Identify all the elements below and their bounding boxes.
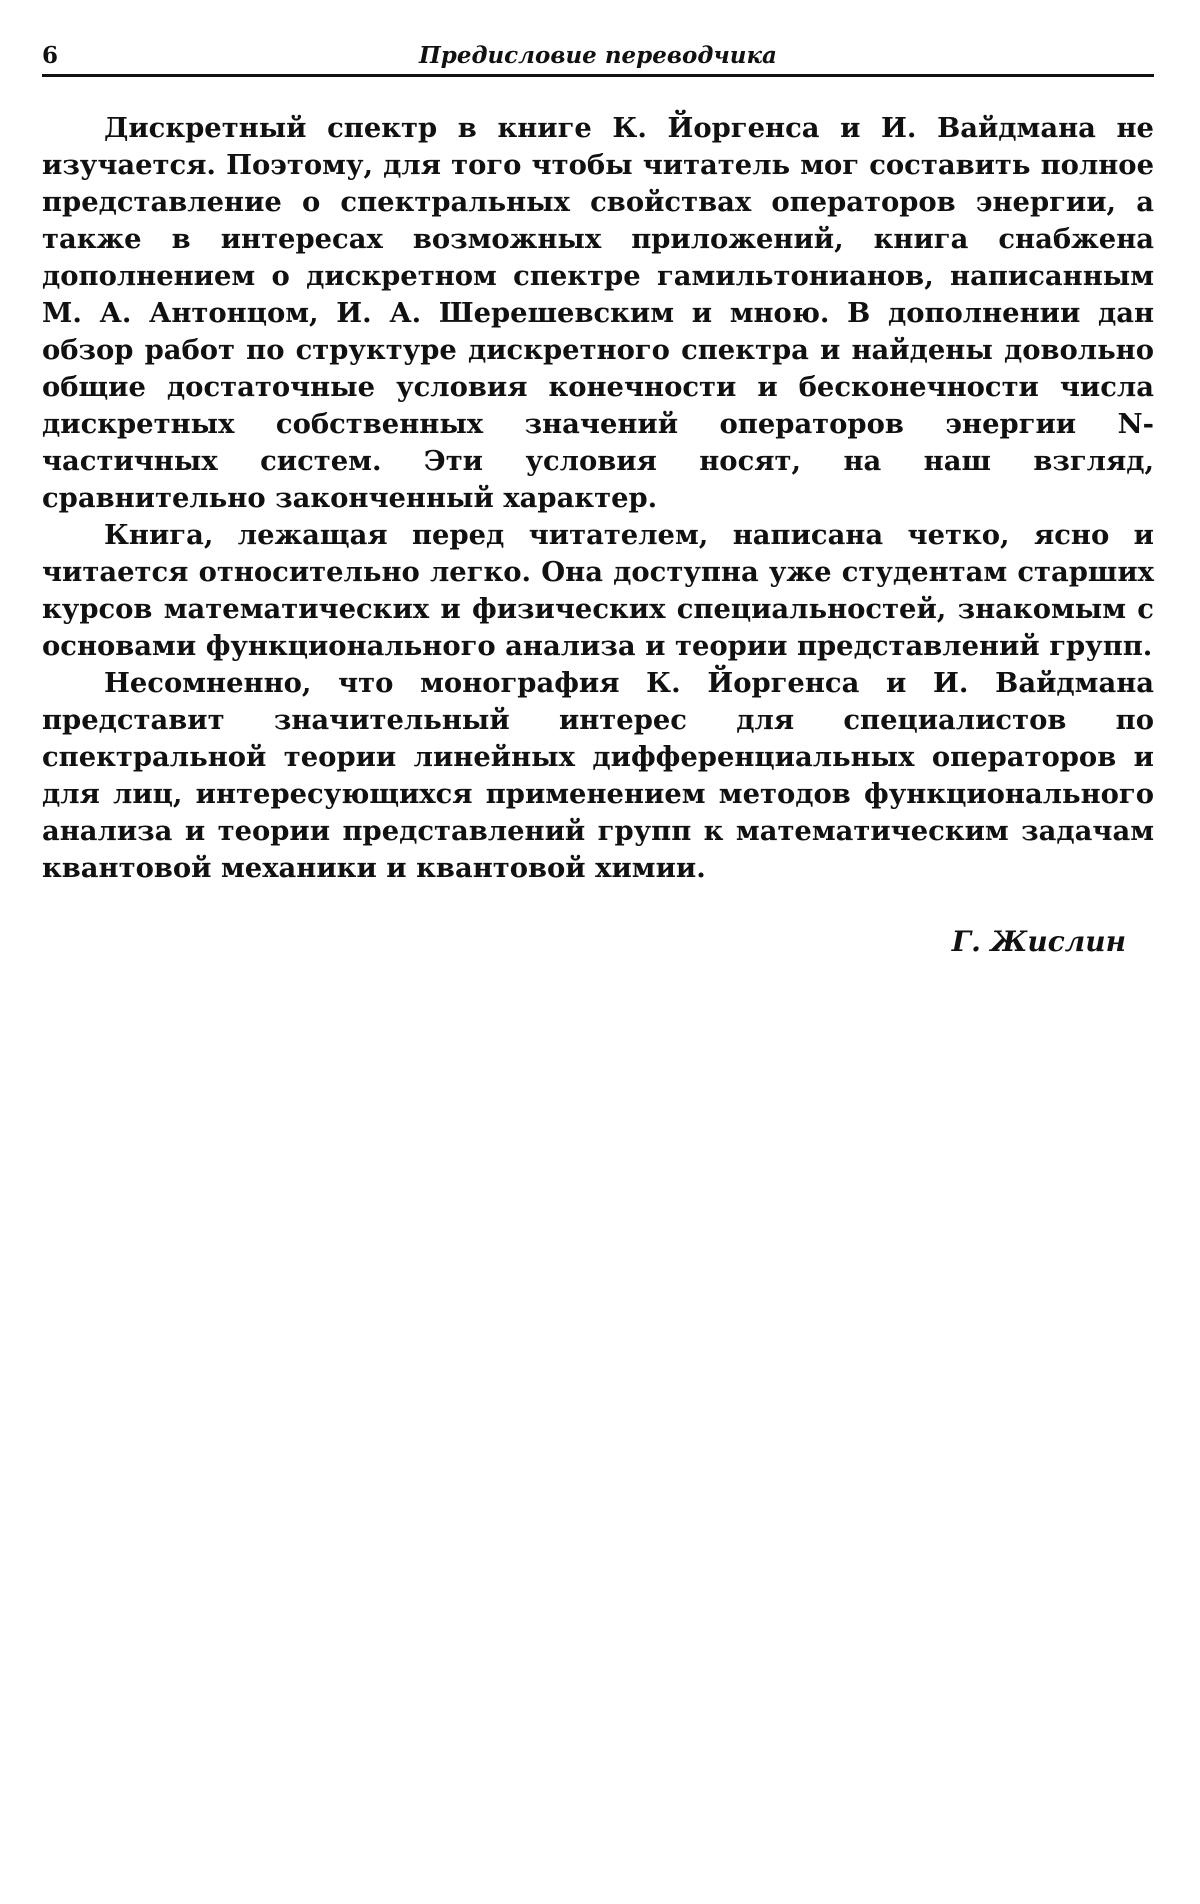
- signature: Г. Жислин: [951, 925, 1126, 958]
- paragraph-discrete-spectrum: Дискретный спектр в книге К. Йоргенса и И. Вайдмана не изучается. Поэтому, для того чтобы читатель мог составить полное представление о спектральных свойствах операторов энергии, а также в интересах возможных приложений, книга снабжена дополнением о дискретном спектре гамильтонианов, написанным М. А. Антонцом, И. А. Шерешевским и мною. В дополнении дан обзор работ по структуре дискретного спектра и найдены довольно общие достаточные условия конечности и бесконечности числа дискретных собственных значений операторов энергии N-частичных систем. Эти условия носят, на наш взгляд, сравнительно законченный характер.: [42, 112, 1154, 514]
- running-title: Предисловие переводчика: [419, 42, 777, 69]
- header-rule: [42, 74, 1154, 77]
- paragraph-book-audience: Книга, лежащая перед читателем, написана четко, ясно и читается относительно легко. Она доступна уже студентам старших курсов математических и физических специальностей, знакомым с основами функционального анализа и теории представлений групп.: [42, 519, 1154, 662]
- page-number: 6: [42, 42, 59, 69]
- body-text: [42, 110, 1154, 887]
- running-head: [42, 36, 1154, 74]
- paragraph-monograph-interest: Несомненно, что монография К. Йоргенса и И. Вайдмана представит значительный интерес для специалистов по спектральной теории линейных дифференциальных операторов и для лиц, интересующихся применением методов функционального анализа и теории представлений групп к математическим задачам квантовой механики и квантовой химии.: [42, 667, 1154, 884]
